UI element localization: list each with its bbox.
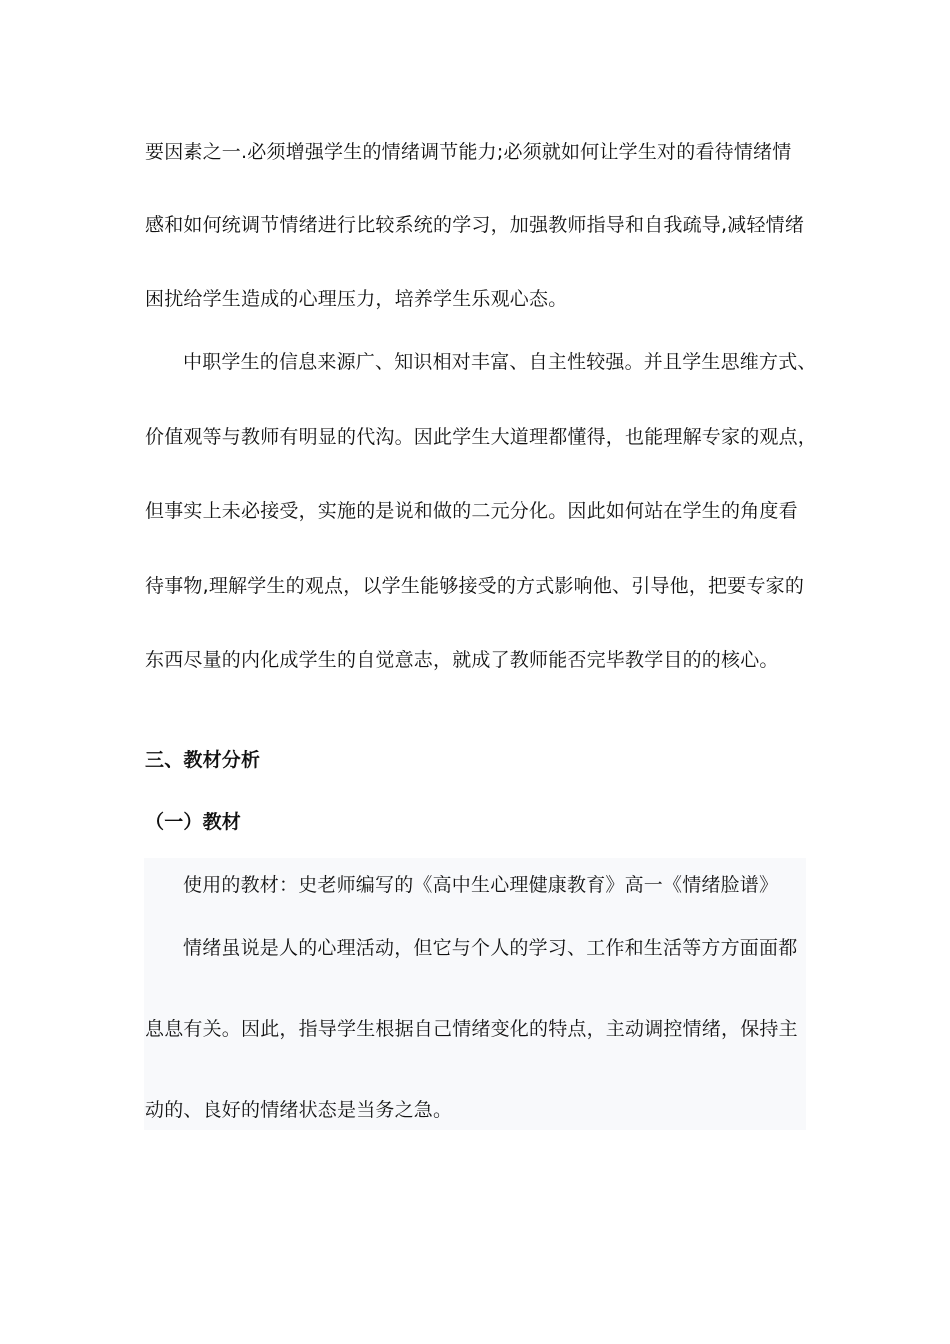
paragraph-1-line-3: 困扰给学生造成的心理压力，培养学生乐观心态。 — [145, 288, 568, 310]
paragraph-2-line-2: 价值观等与教师有明显的代沟。因此学生大道理都懂得，也能理解专家的观点， — [145, 426, 818, 448]
paragraph-1-line-2: 感和如何统调节情绪进行比较系统的学习，加强教师指导和自我疏导,减轻情绪 — [145, 214, 805, 236]
paragraph-2-line-3: 但事实上未必接受，实施的是说和做的二元分化。因此如何站在学生的角度看 — [145, 500, 798, 522]
paragraph-3-line-2: 息息有关。因此，指导学生根据自己情绪变化的特点，主动调控情绪，保持主 — [145, 1018, 798, 1040]
textbook-line: 使用的教材：史老师编写的《高中生心理健康教育》高一《情绪脸谱》 — [183, 874, 779, 896]
paragraph-3-line-1: 情绪虽说是人的心理活动，但它与个人的学习、工作和生活等方方面面都 — [183, 937, 798, 959]
paragraph-2-line-1: 中职学生的信息来源广、知识相对丰富、自主性较强。并且学生思维方式、 — [183, 351, 817, 373]
highlighted-text-block — [144, 858, 806, 1130]
paragraph-2-line-4: 待事物,理解学生的观点，以学生能够接受的方式影响他、引导他，把要专家的 — [145, 575, 805, 597]
paragraph-3-line-3: 动的、良好的情绪状态是当务之急。 — [145, 1099, 453, 1121]
paragraph-1-line-1: 要因素之一.必须增强学生的情绪调节能力;必须就如何让学生对的看待情绪情 — [145, 141, 792, 163]
subsection-heading: （一）教材 — [145, 811, 242, 833]
section-heading: 三、教材分析 — [145, 749, 261, 771]
paragraph-2-line-5: 东西尽量的内化成学生的自觉意志，就成了教师能否完毕教学目的的核心。 — [145, 649, 779, 671]
